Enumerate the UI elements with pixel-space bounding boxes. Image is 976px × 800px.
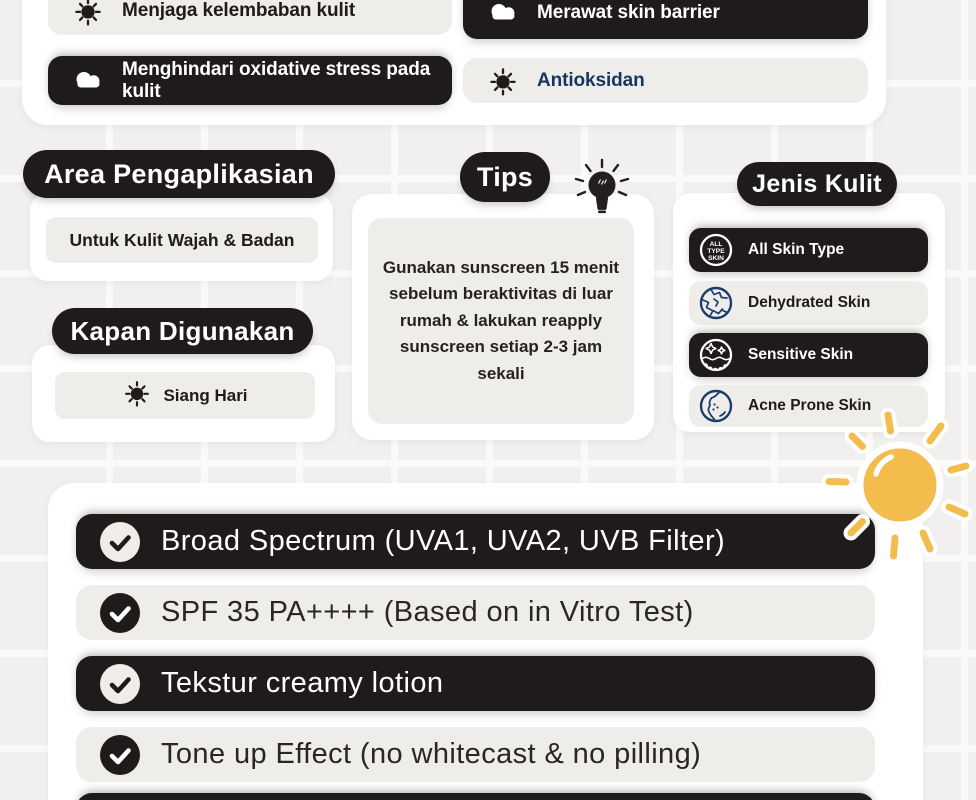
application-area-heading: Area Pengaplikasian: [23, 150, 335, 198]
benefit-label: Antioksidan: [537, 69, 645, 91]
application-area-text: Untuk Kulit Wajah & Badan: [69, 229, 295, 250]
check-icon: [100, 664, 140, 704]
sun-icon: [485, 65, 521, 97]
benefit-label: Menghindari oxidative stress pada kulit: [122, 59, 431, 102]
benefit-pill-oxidative-stress: [48, 56, 452, 105]
feature-label: Tone up Effect (no whitecast & no pilling): [161, 738, 702, 770]
cloud-icon: [485, 0, 521, 26]
benefit-pill-skin-barrier: [463, 0, 868, 39]
benefit-pill-antioxidant: [463, 58, 868, 103]
benefit-label: Menjaga kelembaban kulit: [122, 0, 356, 21]
skin-type-label: Sensitive Skin: [748, 346, 854, 363]
skin-type-row-sensitive: [689, 333, 928, 377]
svg-text:ALL: ALL: [709, 241, 723, 248]
sun-icon: [122, 378, 152, 413]
check-icon: [100, 522, 140, 562]
skin-types-heading: Jenis Kulit: [737, 162, 897, 206]
usage-time-heading: Kapan Digunakan: [52, 308, 313, 354]
benefit-pill-moisture: [48, 0, 452, 35]
skin-type-row-all: [689, 228, 928, 272]
check-icon: [100, 735, 140, 775]
feature-row-partial: [76, 793, 875, 800]
tips-body: [368, 218, 634, 424]
lightbulb-icon: [570, 157, 634, 225]
feature-row-tone-up: [76, 727, 875, 782]
feature-label: Tekstur creamy lotion: [161, 667, 444, 699]
feature-label: Broad Spectrum (UVA1, UVA2, UVB Filter): [161, 525, 726, 557]
sun-doodle: [816, 400, 976, 570]
svg-text:SKIN: SKIN: [708, 255, 724, 262]
feature-row-broad-spectrum: [76, 514, 875, 569]
sun-icon: [70, 0, 106, 27]
usage-time-text: Siang Hari: [163, 385, 248, 405]
feature-label: SPF 35 PA++++ (Based on in Vitro Test): [161, 596, 694, 628]
check-icon: [100, 593, 140, 633]
tips-heading: Tips: [460, 152, 550, 202]
sensitive-skin-icon: [697, 337, 735, 373]
skin-type-row-dehydrated: [689, 281, 928, 325]
svg-text:TYPE: TYPE: [707, 248, 725, 255]
skin-type-label: Dehydrated Skin: [748, 294, 871, 311]
skin-type-label: All Skin Type: [748, 241, 845, 258]
application-area-value: [46, 217, 318, 263]
feature-row-spf: [76, 585, 875, 640]
dehydrated-skin-icon: [697, 285, 735, 321]
feature-row-texture: [76, 656, 875, 711]
usage-time-value: [55, 372, 315, 419]
tips-text: Gunakan sunscreen 15 menit sebelum beraktivitas di luar rumah & lakukan reapply sunscreen setiap 2-3 jam sekali: [382, 258, 620, 383]
benefit-label: Merawat skin barrier: [537, 2, 720, 23]
cloud-icon: [70, 68, 106, 94]
acne-prone-skin-icon: [697, 388, 735, 424]
skin-type-label: Acne Prone Skin: [748, 397, 872, 414]
all-skin-type-icon: [697, 232, 735, 268]
